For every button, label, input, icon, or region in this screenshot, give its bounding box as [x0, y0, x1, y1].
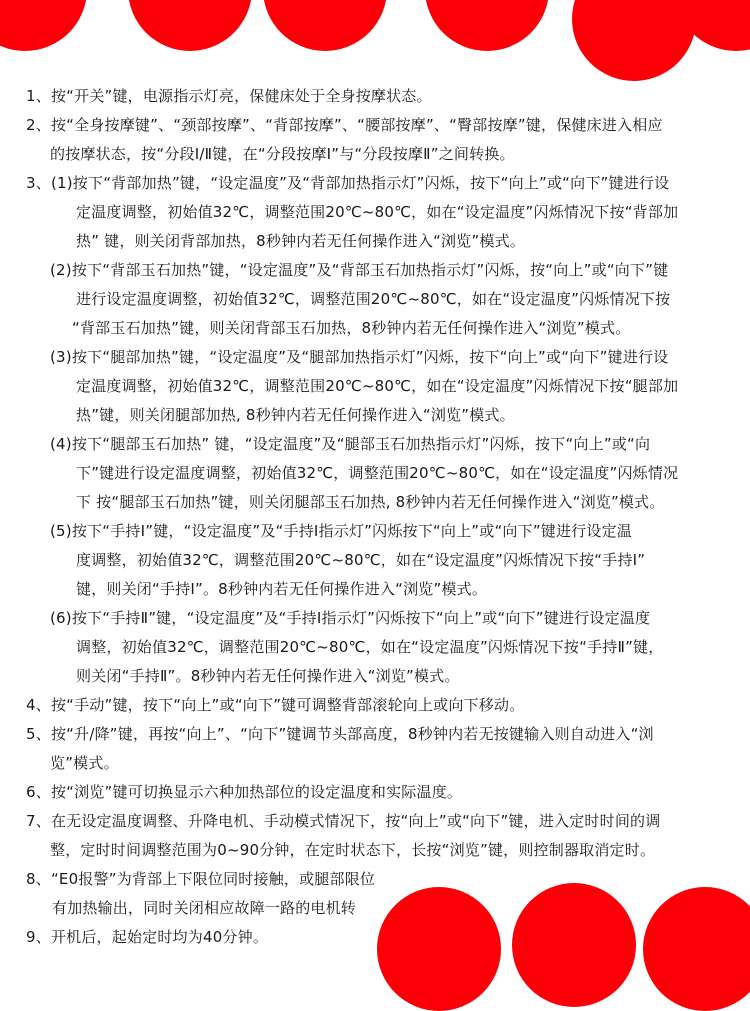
text-line: 度调整，初始值32℃，调整范围20℃~80℃，如在“设定温度”闪烁情况下按“手持Ⅰ” — [76, 551, 646, 569]
text-line: 5、按“升/降”键，再按“向上”、“向下”键调节头部高度，8秒钟内若无按键输入则自动进入“浏 — [26, 725, 654, 743]
text-line: 下”键进行设定温度调整，初始值32℃，调整范围20℃~80℃，如在“设定温度”闪烁情况 — [76, 464, 679, 482]
text-line: 进行设定温度调整，初始值32℃，调整范围20℃~80℃，如在“设定温度”闪烁情况下按 — [76, 290, 671, 308]
decor-dot — [512, 883, 636, 1007]
text-line: 定温度调整，初始值32℃，调整范围20℃~80℃，如在“设定温度”闪烁情况下按“腿部加 — [76, 377, 679, 395]
text-line: (6)按下“手持Ⅱ”键，“设定温度”及“手持Ⅰ指示灯”闪烁按下“向上”或“向下”键进行设定温度 — [50, 609, 651, 627]
text-line: 有加热输出，同时关闭相应故障一路的电机转 — [52, 899, 357, 917]
text-line: (4)按下“腿部玉石加热” 键，“设定温度”及“腿部玉石加热指示灯”闪烁，按下“向上”或“向 — [50, 435, 651, 453]
text-line: “背部玉石加热”键，则关闭背部玉石加热，8秒钟内若无任何操作进入“浏览”模式。 — [72, 319, 631, 337]
text-line: (5)按下“手持Ⅰ”键，“设定温度”及“手持Ⅰ指示灯”闪烁按下“向上”或“向下”键进行设定温 — [50, 522, 633, 540]
decor-dot — [128, 0, 252, 51]
decor-dot — [425, 0, 549, 51]
text-line: 3、(1)按下“背部加热”键，“设定温度”及“背部加热指示灯”闪烁，按下“向上”或“向下”键进行设 — [26, 174, 670, 192]
text-line: 键，则关闭“手持Ⅰ”。8秒钟内若无任何操作进入“浏览”模式。 — [76, 580, 488, 598]
text-line: 整，定时时间调整范围为0~90分钟，在定时状态下，长按“浏览”键，则控制器取消定时。 — [50, 841, 656, 859]
text-line: 下 按“腿部玉石加热”键，则关闭腿部玉石加热, 8秒钟内若无任何操作进入“浏览”模式。 — [76, 493, 665, 511]
decor-dot — [572, 0, 696, 81]
text-line: 8、“E0报警”为背部上下限位同时接触，或腿部限位 — [26, 870, 376, 888]
text-line: 4、按“手动”键，按下“向上”或“向下”键可调整背部滚轮向上或向下移动。 — [26, 696, 525, 714]
text-line: 调整，初始值32℃，调整范围20℃~80℃，如在“设定温度”闪烁情况下按“手持Ⅱ”键， — [76, 638, 664, 656]
text-line: (3)按下“腿部加热”键，“设定温度”及“腿部加热指示灯”闪烁，按下“向上”或“向下”键进行设 — [50, 348, 669, 366]
text-line: 7、在无设定温度调整、升降电机、手动模式情况下，按“向上”或“向下”键，进入定时时间的调 — [26, 812, 661, 830]
text-line: 2、按“全身按摩键”、“颈部按摩”、“背部按摩”、“腰部按摩”、“臀部按摩”键，保健床进入相应 — [26, 116, 663, 134]
text-line: 则关闭“手持Ⅱ”。8秒钟内若无任何操作进入“浏览”模式。 — [76, 667, 460, 685]
decor-dot — [643, 887, 750, 1011]
text-line: 热” 键，则关闭背部加热，8秒钟内若无任何操作进入“浏览”模式。 — [76, 232, 526, 250]
text-line: 9、开机后，起始定时均为40分钟。 — [26, 928, 269, 946]
decor-dot — [377, 887, 501, 1011]
text-line: 1、按“开关”键，电源指示灯亮，保健床处于全身按摩状态。 — [26, 87, 432, 105]
text-line: 览”模式。 — [50, 754, 119, 772]
decor-dot — [263, 0, 387, 51]
text-line: (2)按下“背部玉石加热”键，“设定温度”及“背部玉石加热指示灯”闪烁，按“向上”或“向下”键 — [50, 261, 669, 279]
text-line: 6、按“浏览”键可切换显示六种加热部位的设定温度和实际温度。 — [26, 783, 463, 801]
text-line: 定温度调整，初始值32℃，调整范围20℃~80℃，如在“设定温度”闪烁情况下按“背部加 — [76, 203, 679, 221]
text-line: 热”键，则关闭腿部加热, 8秒钟内若无任何操作进入“浏览”模式。 — [76, 406, 515, 424]
decor-dot — [0, 0, 87, 51]
text-line: 的按摩状态，按“分段Ⅰ/Ⅱ键，在“分段按摩Ⅰ”与“分段按摩Ⅱ”之间转换。 — [50, 145, 515, 163]
